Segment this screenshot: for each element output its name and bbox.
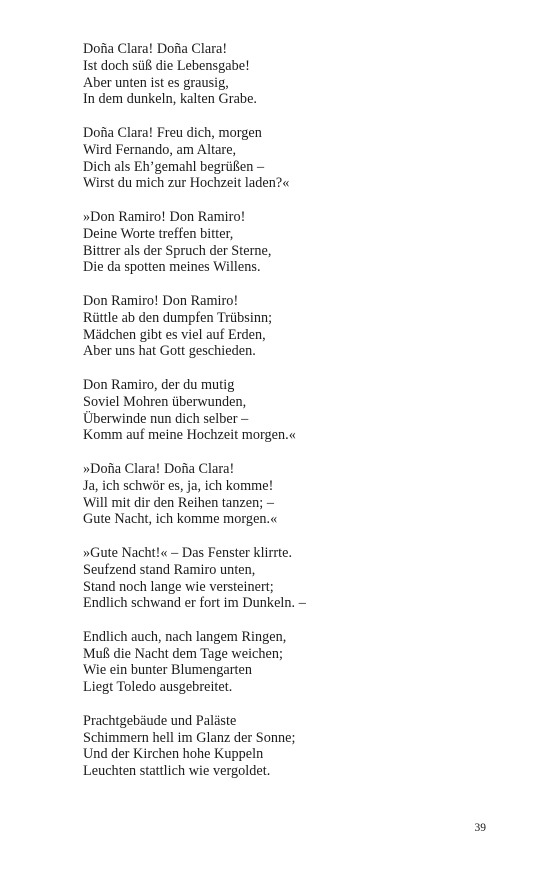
poem-line: Ist doch süß die Lebensgabe!	[83, 57, 250, 74]
poem-line: Rüttle ab den dumpfen Trübsinn;	[83, 309, 273, 326]
poem-line: Don Ramiro, der du mutig	[83, 376, 235, 393]
poem-line: Deine Worte treffen bitter,	[83, 225, 234, 242]
stanza-7	[83, 545, 503, 612]
poem-line: Endlich auch, nach langem Ringen,	[83, 628, 287, 645]
poem-line: Muß die Nacht dem Tage weichen;	[83, 645, 284, 662]
poem-line: Wie ein bunter Blumengarten	[83, 662, 253, 679]
poem-line: Überwinde nun dich selber –	[83, 410, 249, 427]
poem-line: »Doña Clara! Doña Clara!	[83, 460, 235, 477]
stanza-6	[83, 461, 503, 528]
poem-line: Ja, ich schwör es, ja, ich komme!	[83, 477, 274, 494]
poem-line: Wirst du mich zur Hochzeit laden?«	[83, 175, 290, 192]
poem-line: Soviel Mohren überwunden,	[83, 393, 247, 410]
poem-line: Dich als Eh’gemahl begrüßen –	[83, 158, 265, 175]
stanza-5	[83, 377, 503, 444]
stanza-1	[83, 41, 503, 108]
poem-line: Don Ramiro! Don Ramiro!	[83, 292, 239, 309]
poem-line: In dem dunkeln, kalten Grabe.	[83, 91, 258, 108]
page-number: 39	[474, 822, 486, 834]
poem-line: Bittrer als der Spruch der Sterne,	[83, 242, 272, 259]
poem-line: Prachtgebäude und Paläste	[83, 712, 237, 729]
poem-line: Will mit dir den Reihen tanzen; –	[83, 494, 274, 511]
poem-text	[83, 41, 503, 797]
poem-line: Doña Clara! Doña Clara!	[83, 41, 228, 57]
poem-line: Die da spotten meines Willens.	[83, 259, 261, 276]
poem-line: Aber uns hat Gott geschieden.	[83, 343, 256, 360]
poem-line: »Don Ramiro! Don Ramiro!	[83, 208, 246, 225]
poem-line: Stand noch lange wie versteinert;	[83, 578, 274, 595]
stanza-3	[83, 209, 503, 276]
poem-line: Wird Fernando, am Altare,	[83, 141, 237, 158]
poem-line: Aber unten ist es grausig,	[83, 74, 229, 91]
poem-line: Und der Kirchen hohe Kuppeln	[83, 746, 264, 763]
poem-line: Endlich schwand er fort im Dunkeln. –	[83, 595, 306, 612]
poem-line: Gute Nacht, ich komme morgen.«	[83, 511, 278, 528]
stanza-2	[83, 125, 503, 192]
poem-line: Komm auf meine Hochzeit morgen.«	[83, 427, 296, 444]
stanza-4	[83, 293, 503, 360]
poem-line: Leuchten stattlich wie vergoldet.	[83, 763, 271, 780]
stanza-8	[83, 629, 503, 696]
poem-line: »Gute Nacht!« – Das Fenster klirrte.	[83, 544, 293, 561]
poem-line: Seufzend stand Ramiro unten,	[83, 561, 256, 578]
poem-line: Schimmern hell im Glanz der Sonne;	[83, 729, 296, 746]
poem-line: Doña Clara! Freu dich, morgen	[83, 124, 262, 141]
stanza-9	[83, 713, 503, 780]
poem-line: Liegt Toledo ausgebreitet.	[83, 679, 233, 696]
poem-line: Mädchen gibt es viel auf Erden,	[83, 326, 266, 343]
